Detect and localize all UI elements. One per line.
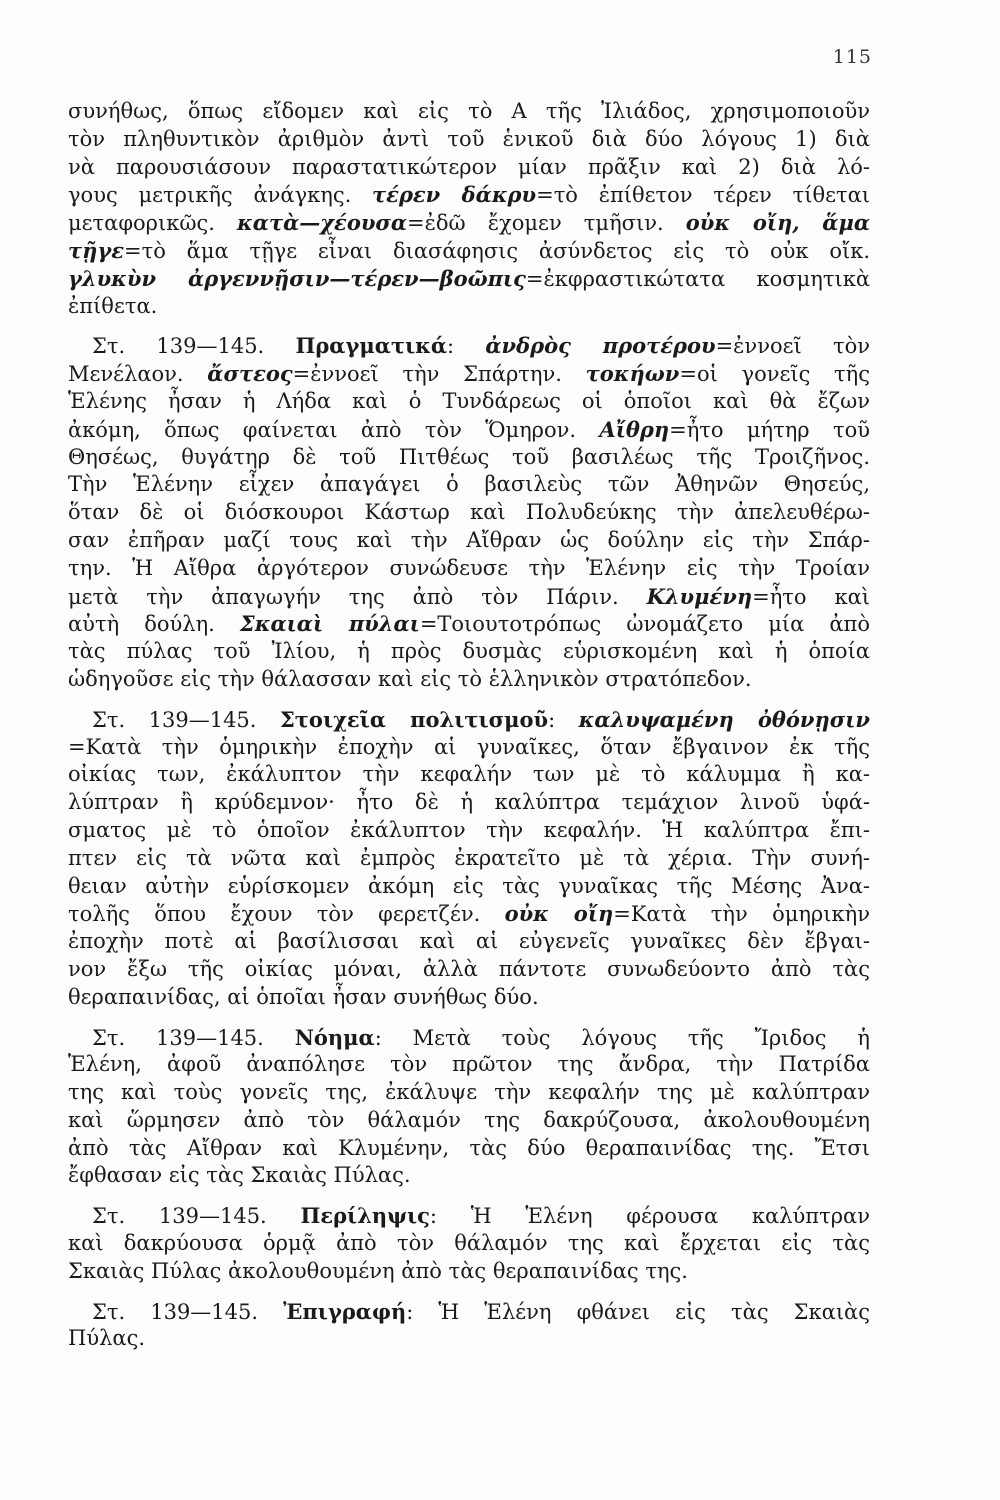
text-line (68, 1024, 870, 1052)
text-run: =Τοιουτοτρόπως ὠνομάζετο μία ἀπὸ (419, 612, 871, 637)
text-line (68, 332, 870, 360)
section-heading: Νόημα (294, 1024, 375, 1050)
text-run: ὅταν δὲ οἱ διόσκουροι Κάστωρ καὶ Πολυδεύκης τὴν ἀπελευθέρω- (68, 500, 870, 525)
text-run: καὶ ὥρμησεν ἀπὸ τὸν θάλαμόν της δακρύζουσα, ἀκολουθουμένη (68, 1107, 870, 1132)
text-run: σαν ἐπῆραν μαζί τους καὶ τὴν Αἴθραν ὡς δούλην εἰς τὴν Σπάρ- (68, 527, 870, 552)
quoted-term: τοκήων (585, 361, 680, 387)
text-run: καὶ δακρύουσα ὁρμᾷ ἀπὸ τὸν θάλαμόν της καὶ ἔρχεται εἰς τὰς (68, 1231, 870, 1256)
text-line (68, 1258, 870, 1286)
text-line (68, 237, 870, 265)
quoted-term: ἄστεος (207, 361, 293, 387)
text-run: Θησέως, θυγάτηρ δὲ τοῦ Πιτθέως τοῦ βασιλέως τῆς Τροιζῆνος. (68, 444, 870, 469)
text-run: της καὶ τοὺς γονεῖς της, ἐκάλυψε τὴν κεφαλήν της μὲ καλύπτραν (68, 1080, 870, 1105)
text-line (68, 293, 870, 321)
text-line (68, 265, 870, 293)
text-run: : Ἡ Ἑλένη φθάνει εἰς τὰς Σκαιὰς (406, 1299, 870, 1324)
text-run: ἀκόμη, ὅπως φαίνεται ἀπὸ τὸν Ὅμηρον. (68, 417, 600, 442)
text-run: =Κατὰ τὴν ὁμηρικὴν ἐποχὴν αἱ γυναῖκες, ὅταν ἔβγαινον ἐκ τῆς (68, 734, 870, 759)
section-heading: Πραγματικά (295, 333, 448, 359)
text-run: Στ. 139—145. (92, 1025, 295, 1050)
text-line (68, 761, 870, 789)
quoted-term: οὐκ οἴη (504, 901, 614, 927)
text-line (68, 817, 870, 845)
text-line (68, 789, 870, 817)
paragraph (68, 1024, 870, 1191)
text-line (68, 956, 870, 984)
text-line (68, 181, 870, 209)
text-line (68, 610, 870, 638)
text-line (68, 928, 870, 956)
text-line (68, 1162, 870, 1190)
text-run: τὸν πληθυντικὸν ἀριθμὸν ἀντὶ τοῦ ἑνικοῦ διὰ δύο λόγους 1) διὰ (68, 126, 870, 151)
text-run: θειαν αὐτὴν εὑρίσκομεν ἀκόμη εἰς τὰς γυναῖκας τῆς Μέσης Ἀνα- (68, 873, 870, 898)
text-line (68, 1202, 870, 1230)
text-line (68, 527, 870, 555)
text-run: λύπτραν ἢ κρύδεμνον· ἦτο δὲ ἡ καλύπτρα τεμάχιον λινοῦ ὑφά- (68, 790, 870, 815)
text-line (68, 126, 870, 154)
section-heading: Ἐπιγραφή (283, 1298, 407, 1324)
paragraph (68, 98, 870, 320)
text-line (68, 706, 870, 734)
text-run: =ἐννοεῖ τὸν (715, 334, 870, 359)
section-heading: Περίληψις (300, 1203, 430, 1229)
text-run: =ἦτο καὶ (752, 584, 871, 609)
quoted-term: ἀνδρὸς προτέρου (485, 333, 716, 359)
paragraph-gap (68, 1190, 870, 1202)
text-line (68, 1135, 870, 1163)
text-run: =Κατὰ τὴν ὁμηρικὴν (613, 902, 870, 927)
quoted-term: γλυκὺν ἀργεννῇσιν—τέρεν—βοῶπις (68, 265, 526, 291)
text-line (68, 1298, 870, 1326)
text-run: Στ. 139—145. (92, 707, 280, 732)
text-run: συνήθως, ὅπως εἴδομεν καὶ εἰς τὸ Α τῆς Ἰλιάδος, χρησιμοποιοῦν (68, 99, 870, 123)
text-run: οἰκίας των, ἐκάλυπτον τὴν κεφαλήν των μὲ τὸ κάλυμμα ἢ κα- (68, 762, 870, 787)
text-run: =οἱ γονεῖς τῆς (679, 362, 870, 387)
text-run: τολῆς ὅπου ἔχουν τὸν φερετζέν. (68, 902, 505, 927)
quoted-term: οὐκ οἴη, ἅμα (685, 210, 870, 236)
text-line (68, 900, 870, 928)
text-run: μεταφορικῶς. (68, 211, 238, 236)
text-line (68, 555, 870, 583)
text-line (68, 416, 870, 444)
quoted-term: Κλυμένη (646, 583, 753, 609)
text-line (68, 1051, 870, 1079)
text-run: : (548, 707, 579, 732)
text-run: γους μετρικῆς ἀνάγκης. (68, 183, 373, 208)
text-line (68, 638, 870, 666)
text-line (68, 209, 870, 237)
text-run: : Ἡ Ἑλένη φέρουσα καλύπτραν (429, 1204, 870, 1229)
text-run: Σκαιὰς Πύλας ἀκολουθουμένη ἀπὸ τὰς θεραπαινίδας της. (68, 1258, 688, 1283)
text-line (68, 1325, 870, 1353)
paragraph-gap (68, 1286, 870, 1298)
text-line (68, 984, 870, 1012)
paragraph-gap (68, 1012, 870, 1024)
text-run: ὡδηγοῦσε εἰς τὴν θάλασσαν καὶ εἰς τὸ ἑλληνικὸν στρατόπεδον. (68, 666, 752, 691)
text-line (68, 666, 870, 694)
text-run: : Μετὰ τοὺς λόγους τῆς Ἴριδος ἡ (374, 1025, 870, 1050)
text-line (68, 734, 870, 762)
quoted-term: Αἴθρη (599, 416, 670, 442)
text-line (68, 873, 870, 901)
text-run: Τὴν Ἑλένην εἶχεν ἀπαγάγει ὁ βασιλεὺς τῶν Ἀθηνῶν Θησεύς, (68, 472, 870, 497)
text-line (68, 845, 870, 873)
text-line (68, 360, 870, 388)
text-run: =ἦτο μήτηρ τοῦ (669, 417, 870, 442)
text-line (68, 1230, 870, 1258)
text-run: =τὸ ἅμα τῇγε εἶναι διασάφησις ἀσύνδετος εἰς τὸ οὐκ οἴκ. (124, 238, 870, 263)
text-line (68, 98, 870, 126)
text-run: Στ. 139—145. (92, 334, 296, 359)
text-run: Μενέλαον. (68, 362, 208, 387)
text-line (68, 499, 870, 527)
text-run: νὰ παρουσιάσουν παραστατικώτερον μίαν πρᾶξιν καὶ 2) διὰ λό- (68, 154, 870, 179)
text-line (68, 154, 870, 182)
paragraph (68, 332, 870, 693)
text-line (68, 1079, 870, 1107)
text-run: αὐτὴ δούλη. (68, 612, 240, 637)
quoted-term: τῇγε (68, 237, 125, 263)
paragraph-gap (68, 320, 870, 332)
text-run: Πύλας. (68, 1326, 146, 1351)
text-run: θεραπαινίδας, αἱ ὁποῖαι ἦσαν συνήθως δύο. (68, 984, 539, 1009)
section-heading: Στοιχεῖα πολιτισμοῦ (279, 706, 549, 732)
text-run: ἀπὸ τὰς Αἴθραν καὶ Κλυμένην, τὰς δύο θεραπαινίδας της. Ἔτσι (68, 1135, 870, 1160)
paragraph (68, 706, 870, 1012)
text-run: μετὰ τὴν ἀπαγωγήν της ἀπὸ τὸν Πάριν. (68, 584, 647, 609)
text-run: Στ. 139—145. (92, 1204, 301, 1229)
text-run: =τὸ ἐπίθετον τέρεν τίθεται (536, 183, 870, 208)
quoted-term: κατὰ—χέουσα (237, 210, 408, 236)
text-run: =ἐννοεῖ τὴν Σπάρτην. (292, 362, 586, 387)
text-run: =ἐδῶ ἔχομεν τμῆσιν. (407, 211, 686, 236)
paragraph (68, 1298, 870, 1354)
text-run: την. Ἡ Αἴθρα ἀργότερον συνώδευσε τὴν Ἑλένην εἰς τὴν Τροίαν (68, 555, 870, 580)
text-line (68, 444, 870, 472)
text-line (68, 471, 870, 499)
quoted-term: Σκαιαὶ πύλαι (239, 611, 420, 637)
text-run: ἔφθασαν εἰς τὰς Σκαιὰς Πύλας. (68, 1163, 411, 1188)
text-run: : (447, 334, 486, 359)
quoted-term: τέρεν δάκρυ (372, 182, 537, 208)
text-run: πτεν εἰς τὰ νῶτα καὶ ἐμπρὸς ἐκρατεῖτο μὲ τὰ χέρια. Τὴν συνή- (68, 845, 870, 870)
text-run: Ἑλένη, ἀφοῦ ἀναπόλησε τὸν πρῶτον της ἄνδρα, τὴν Πατρίδα (68, 1052, 870, 1077)
text-run: τὰς πύλας τοῦ Ἰλίου, ἡ πρὸς δυσμὰς εὑρισκομένη καὶ ἡ ὁποία (68, 639, 870, 664)
paragraph (68, 1202, 870, 1285)
page-number: 115 (832, 46, 872, 68)
body-text (68, 98, 870, 1353)
text-line (68, 388, 870, 416)
text-run: σματος μὲ τὸ ὁποῖον ἐκάλυπτον τὴν κεφαλήν. Ἡ καλύπτρα ἔπι- (68, 817, 870, 842)
paragraph-gap (68, 694, 870, 706)
quoted-term: καλυψαμένη ὀθόνῃσιν (578, 706, 870, 732)
text-run: ἐποχὴν ποτὲ αἱ βασίλισσαι καὶ αἱ εὐγενεῖς γυναῖκες δὲν ἔβγαι- (68, 929, 870, 954)
text-run: Ἑλένης ἦσαν ἡ Λήδα καὶ ὁ Τυνδάρεως οἱ ὁποῖοι καὶ θὰ ἔζων (68, 388, 870, 413)
text-line (68, 1107, 870, 1135)
text-run: =ἐκφραστικώτατα κοσμητικὰ (525, 266, 870, 291)
text-run: ἐπίθετα. (68, 293, 158, 318)
text-line (68, 583, 870, 611)
text-run: Στ. 139—145. (92, 1299, 284, 1324)
text-run: νον ἔξω τῆς οἰκίας μόναι, ἀλλὰ πάντοτε συνωδεύοντο ἀπὸ τὰς (68, 956, 870, 981)
